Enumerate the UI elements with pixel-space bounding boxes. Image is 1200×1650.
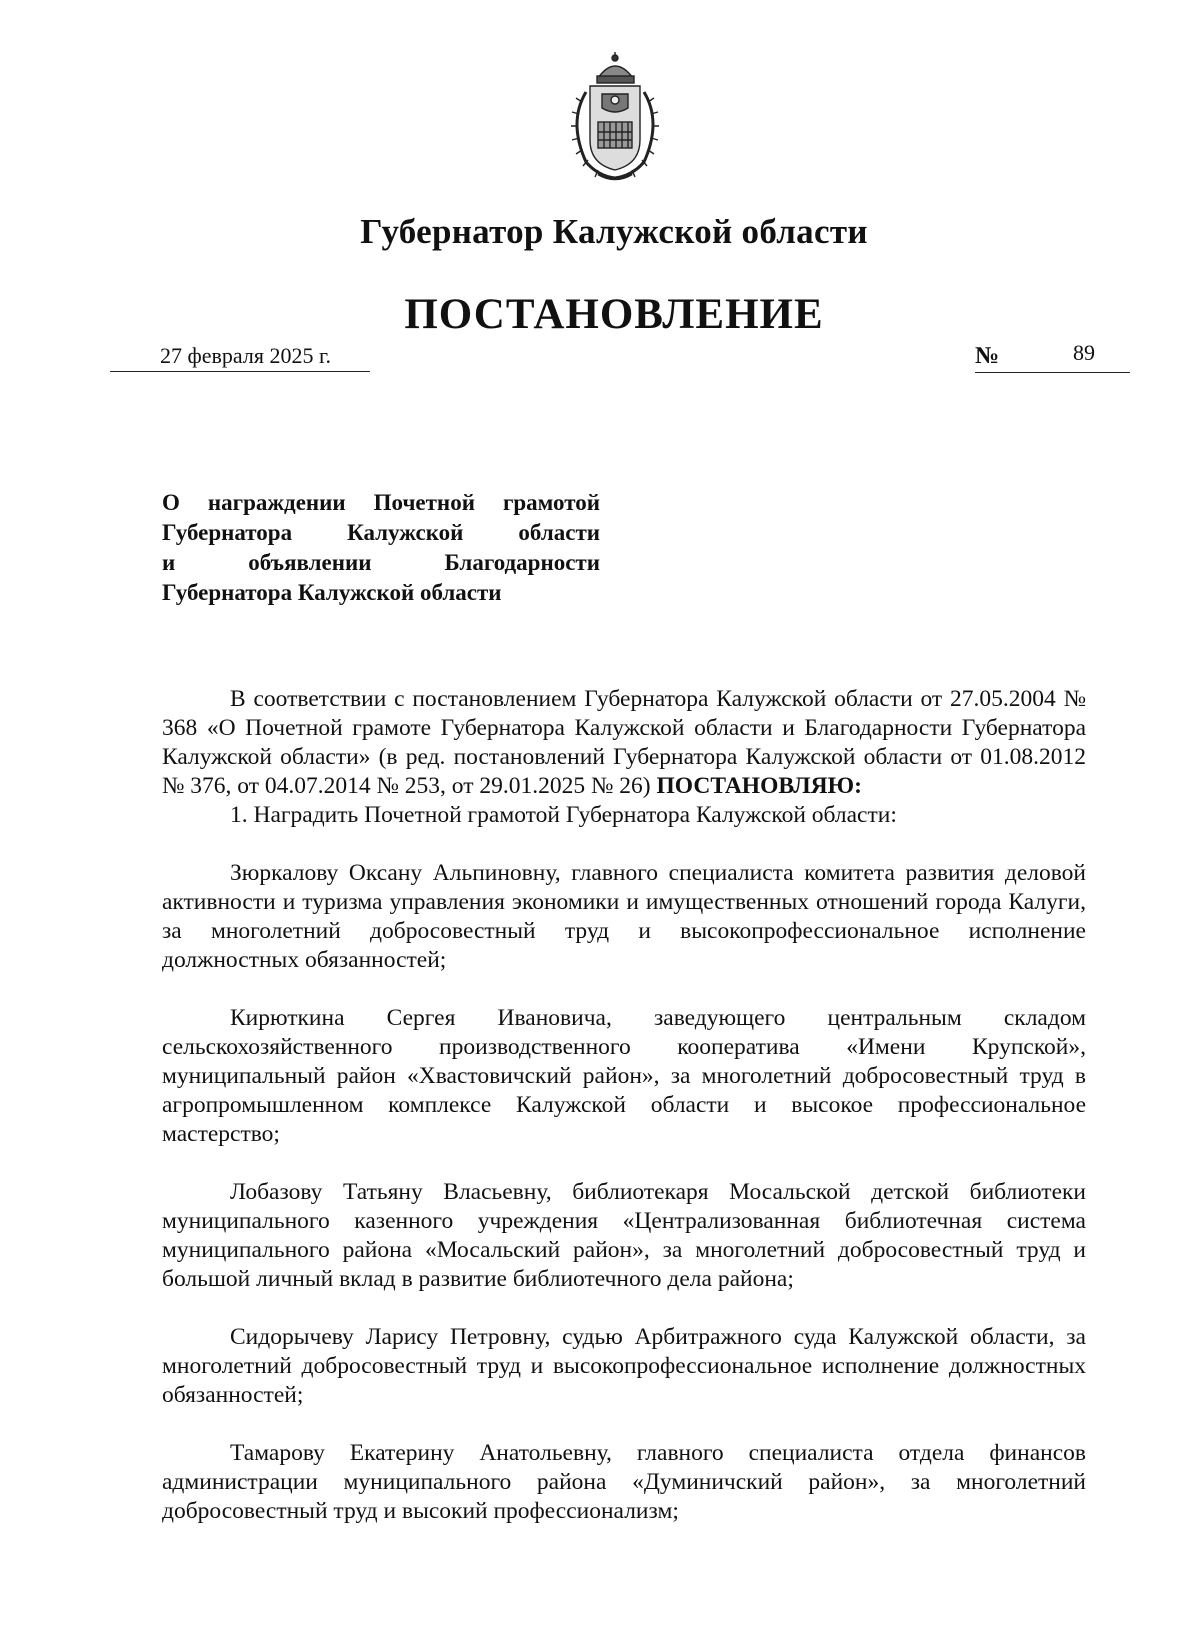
awardee-paragraph: Зюркалову Оксану Альпиновну, главного специалиста комитета развития деловой активности и туризма управления экономики и имущественных отношений города Калуги, за многолетний добросовестный труд и высокопрофессиональное исполнение должностных обязанностей;: [162, 860, 1086, 973]
subject-line: О награждении Почетной грамотой: [162, 490, 600, 515]
subject-line: Губернатора Калужской области: [162, 520, 600, 545]
issuing-authority: Губернатор Калужской области: [360, 212, 868, 251]
awardee-paragraph: Сидорычеву Ларису Петровну, судью Арбитражного суда Калужской области, за многолетний добросовестный труд и высокопрофессиональное исполнение должностных обязанностей;: [162, 1324, 1086, 1408]
awardee-paragraph: Лобазову Татьяну Власьевну, библиотекаря Мосальской детской библиотеки муниципального казенного учреждения «Централизованная библиотечная система муниципального района «Мосальский район», за многолетний добросовестный труд и большой личный вклад в развитие библиотечного дела района;: [162, 1179, 1086, 1292]
preamble-text: В соответствии с постановлением Губернатора Калужской области от 27.05.2004 № 368 «О Почетной грамоте Губернатора Калужской области и Благодарности Губернатора Калужской области» (в ред. постановлений Губернатора Калужской области от 01.08.2012 № 376, от 04.07.2014 № 253, от 29.01.2025 № 26): [162, 686, 1086, 799]
awardee-paragraph: Кирюткина Сергея Ивановича, заведующего центральным складом сельскохозяйственного производственного кооператива «Имени Крупской», муниципальный район «Хвастовичский район», за многолетний добросовестный труд в агропромышленном комплексе Калужской области и высокое профессиональное мастерство;: [162, 1005, 1086, 1147]
subject-line: Губернатора Калужской области: [162, 580, 502, 605]
document-body: [162, 685, 1086, 1526]
subject-line: и объявлении Благодарности: [162, 550, 600, 575]
document-subject: [162, 488, 600, 608]
coat-of-arms-emblem: [558, 52, 673, 184]
number-field: [975, 340, 1130, 373]
item-1-paragraph: 1. Наградить Почетной грамотой Губернатора Калужской области:: [230, 802, 897, 828]
number-sign: №: [975, 343, 1000, 369]
decree-word: ПОСТАНОВЛЯЮ:: [656, 773, 862, 799]
document-date: 27 февраля 2025 г.: [160, 343, 332, 368]
document-number: 89: [1073, 340, 1095, 365]
document-type-title: ПОСТАНОВЛЕНИЕ: [404, 291, 824, 338]
preamble-paragraph: [162, 685, 1086, 801]
awardee-paragraph: Тамарову Екатерину Анатольевну, главного специалиста отдела финансов администрации муниципального района «Думиничский район», за многолетний добросовестный труд и высокий профессионализм;: [162, 1440, 1086, 1524]
date-field: [110, 345, 370, 372]
